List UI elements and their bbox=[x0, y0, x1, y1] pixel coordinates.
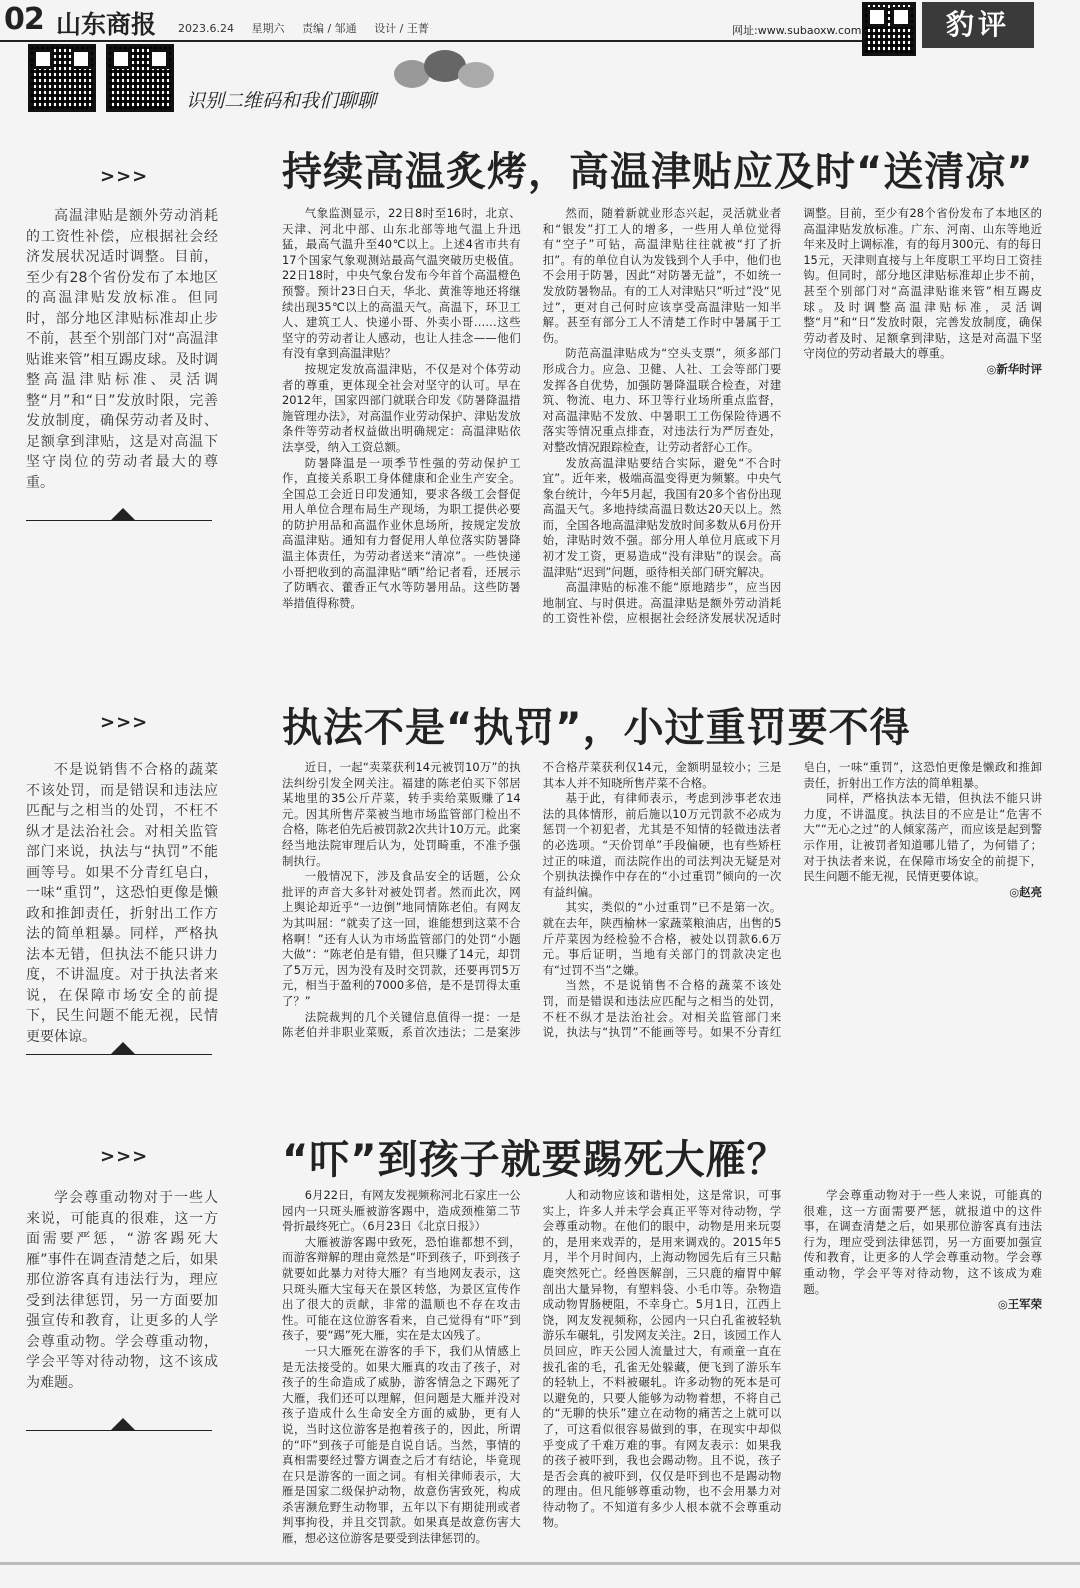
designer-credit: 设计 / 王菁 bbox=[374, 22, 429, 35]
section-badge: 豹评 bbox=[922, 2, 1034, 48]
paragraph: 6月22日，有网友发视频称河北石家庄一公园内一只斑头雁被游客踢中，造成颈椎第二节骨折最终死亡。（6月23日《北京日报》） bbox=[282, 1188, 521, 1234]
paragraph: 高温津贴的标准不能“原地踏步”，应当因地制宜、与时俱进。高温津贴是额外劳动消耗的工资性补偿，应根据社会经济发展状况适时调整。目前，至少有28个省份发布了本地区的高温津贴发放标准。广东、河南、山东等地近年来及时上调标准，有的每月300元、有的每日15元，天津则直接与上年度职工平均日工资挂钩。但同时，部分地区津贴标准却止步不前，甚至个别部门对“高温津贴谁来管”相互踢皮球。及时调整高温津贴标准，灵活调整“月”和“日”发放时限，完善发放制度，确保劳动者及时、足额拿到津贴，这是对高温下坚守岗位的劳动者最大的尊重。 bbox=[542, 206, 1042, 626]
editor-credit: 责编 / 邹通 bbox=[301, 22, 357, 35]
arrow-icon: >>> bbox=[100, 1146, 149, 1167]
article-headline: “吓”到孩子就要踢死大雁？ bbox=[282, 1137, 788, 1183]
newspaper-name: 山东商报 bbox=[56, 10, 157, 39]
triangle-icon bbox=[111, 508, 135, 520]
paragraph: 人和动物应该和谐相处，这是常识，可事实上，许多人并未学会真正平等对待动物，学会尊重动物。在他们的眼中，动物是用来玩耍的，是用来戏弄的，是用来调戏的。2015年5月，半个月时间内，上海动物园先后有三只黇鹿突然死亡。经兽医解剖，三只鹿的瘤胃中解剖出大量异物，有塑料袋、小毛巾等。杂物造成动物胃肠梗阻，不幸身亡。5月1日，江西上饶，网友发视频称，公园内一只白孔雀被轻轨游乐车碾轧，引发网友关注。2日，该园工作人员回应，昨天公园人流量过大，有顽童一直在拔孔雀的毛，孔雀无处躲藏，便飞到了游乐车的轻轨上，不料被碾轧。许多动物的死本是可以避免的，只要人能够为动物着想，不将自己的“无聊的快乐”建立在动物的痛苦之上就可以了，可这看似很容易做到的事，在现实中却似乎变成了千难万难的事。有网友表示：如果我的孩子被吓到，我也会踢动物。且不说，孩子是否会真的被吓到，仅仅是吓到也不是踢动物的理由。但凡能够尊重动物，也不会用暴力对待动物了。不知道有多少人根本就不会尊重动物。 bbox=[542, 1188, 782, 1530]
paragraph: 一只大雁死在游客的手下，我们从情感上是无法接受的。如果大雁真的攻击了孩子，对孩子的生命造成了威胁，游客情急之下踢死了大雁，我们还可以理解，但问题是大雁并没对孩子造成什么生命安全方面的威胁，更有人说，当时这位游客是抱着孩子的，因此，所谓的“吓”到孩子可能是自说自话。当然，事情的真相需要经过警方调查之后才有结论，毕竟现在只是游客的一面之词。有相关律师表示，大雁是国家二级保护动物，故意伤害致死，构成杀害濒危野生动物罪，五年以下有期徒刑或者判事拘役，并且交罚款。如果真是故意伤害大雁，想必这位游客是要受到法律惩罚的。 bbox=[282, 1343, 521, 1546]
arrow-icon: >>> bbox=[100, 712, 149, 733]
paragraph: 当然，不是说销售不合格的蔬菜不该处罚，而是错误和违法应匹配与之相当的处罚，不枉不纵才是法治社会。对相关监管部门来说，执法与“执罚”不能画等号。如果不分青红皂白，一味“重罚”，这恐怕更像是懒政和推卸责任，折射出工作方法的简单粗暴。 bbox=[542, 760, 1042, 1040]
article-byline: ◎王军荣 bbox=[997, 1297, 1042, 1312]
paragraph: 气象监测显示，22日8时至16时，北京、天津、河北中部、山东北部等地气温上升迅猛，最高气温升至40℃以上。上述4省市共有17个国家气象观测站最高气温突破历史极值。22日18时，中央气象台发布今年首个高温橙色预警。预计23日白天，华北、黄淮等地还将继续出现35℃以上的高温天气。高温下，环卫工人、建筑工人、快递小哥、外卖小哥……这些坚守的劳动者让人感动，也让人挂念——他们有没有拿到高温津贴？ bbox=[282, 206, 521, 361]
arrow-icon: >>> bbox=[100, 166, 149, 187]
article-summary: 高温津贴是额外劳动消耗的工资性补偿，应根据社会经济发展状况适时调整。目前，至少有28个省份发布了本地区的高温津贴发放标准。但同时，部分地区津贴标准却止步不前，甚至个别部门对“高温津贴谁来管”相互踢皮球。及时调整高温津贴标准、灵活调整“月”和“日”发放时限，完善发放制度，确保劳动者及时、足额拿到津贴，这是对高温下坚守岗位的劳动者最大的尊重。 bbox=[26, 208, 218, 491]
paragraph: 基于此，有律师表示，考虑到涉事老农违法的具体情形，前后施以10万元罚款不必成为惩罚一个初犯者，尤其是不知情的轻微违法者的必选项。“天价罚单”手段偏硬，也有些矫枉过正的味道，而法院作出的司法判决无疑是对个别执法操作中存在的“小过重罚”倾向的一次有益纠偏。 bbox=[542, 791, 782, 899]
article-body bbox=[282, 206, 1042, 628]
paragraph: 同样，严格执法本无错，但执法不能只讲力度，不讲温度。执法目的不应是让“危害不大”“无心之过”的人倾家荡产，而应该是起到警示作用，让被罚者知道哪儿错了，为何错了；对于执法者来说，在保障市场安全的前提下，民生问题不能无视，民情更要体谅。 bbox=[803, 791, 1042, 884]
article-body bbox=[282, 1188, 1042, 1548]
paragraph: 防范高温津贴成为“空头支票”，须多部门形成合力。应急、卫健、人社、工会等部门要发挥各自优势，加强防暑降温联合检查，对建筑、物流、电力、环卫等行业场所重点监督，对高温津贴不发放、中暑职工工伤保险待遇不落实等情况重点排查，对违法行为严厉查处，对整改情况跟踪检查，让劳动者舒心工作。 bbox=[542, 346, 782, 454]
article-byline: ◎新华时评 bbox=[986, 361, 1042, 376]
article-summary: 学会尊重动物对于一些人来说，可能真的很难，这一方面需要严惩，“游客踢死大雁”事件在调查清楚之后，如果那位游客真有违法行为，理应受到法律惩罚，另一方面要加强宣传和教育，让更多的人学会尊重动物。学会尊重动物，学会平等对待动物，这不该成为难题。 bbox=[26, 1190, 218, 1391]
qr-code-icon[interactable] bbox=[106, 44, 174, 112]
website-url[interactable]: 网址:www.subaoxw.com bbox=[732, 24, 862, 37]
article-headline: 持续高温炙烤，高温津贴应及时“送清凉” bbox=[282, 149, 1034, 195]
qr-caption: 识别二维码和我们聊聊 bbox=[186, 90, 377, 112]
issue-meta bbox=[178, 20, 443, 36]
paragraph: 学会尊重动物对于一些人来说，可能真的很难，这一方面需要严惩，就报道中的这件事，在调查清楚之后，如果那位游客真有违法行为，理应受到法律惩罚，另一方面要加强宣传和教育，让更多的人学会尊重动物。学会尊重动物，学会平等对待动物，这不该成为难题。 bbox=[803, 1188, 1042, 1296]
masthead-rule bbox=[0, 40, 862, 42]
triangle-icon bbox=[111, 1418, 135, 1430]
page-number: 02 bbox=[4, 2, 44, 37]
issue-date: 2023.6.24 bbox=[178, 22, 234, 35]
paragraph: 近日，一起“卖菜获利14元被罚10万”的执法纠纷引发全网关注。福建的陈老伯买下邻居某地里的35公斤芹菜，转手卖给菜贩赚了14元。因其所售芹菜被当地市场监管部门检出不合格，陈老伯先后被罚款2次共计10万元。此案经当地法院审理后认为，处罚畸重，不准予强制执行。 bbox=[282, 760, 521, 868]
paragraph: 然而，随着新就业形态兴起，灵活就业者和“银发”打工人的增多，一些用人单位觉得有“空子”可钻，高温津贴往往就被“打了折扣”。有的单位自认为发钱到个人手中，他们也不会用于防暑，因此“对防暑无益”，不如统一发放防暑物品。有的工人对津贴只“听过”没“见过”，更对自己何时应该享受高温津贴一知半解。甚至有部分工人不清楚工作时中暑属于工伤。 bbox=[542, 206, 782, 345]
article-byline: ◎赵亮 bbox=[1009, 884, 1042, 899]
article-summary: 不是说销售不合格的蔬菜不该处罚，而是错误和违法应匹配与之相当的处罚，不枉不纵才是法治社会。对相关监管部门来说，执法与“执罚”不能画等号。如果不分青红皂白，一味“重罚”，这恐怕更像是懒政和推卸责任，折射出工作方法的简单粗暴。同样，严格执法本无错，但执法不能只讲力度，不讲温度。对于执法者来说，在保障市场安全的前提下，民生问题不能无视，民情更要体谅。 bbox=[26, 762, 218, 1045]
triangle-icon bbox=[111, 1042, 135, 1054]
divider bbox=[26, 520, 212, 521]
speech-bubble-icon bbox=[458, 62, 494, 88]
divider bbox=[26, 1430, 212, 1431]
paragraph: 法院裁判的几个关键信息值得一提：一是陈老伯并非职业菜贩，系首次违法；二是案涉不合格芹菜获利仅14元，金额明显较小；三是其本人并不知晓所售芹菜不合格。 bbox=[282, 760, 782, 1040]
paragraph: 一般情况下，涉及食品安全的话题，公众批评的声音大多针对被处罚者。然而此次，网上舆论却近乎“一边倒”地同情陈老伯。有网友为其叫屈：“就卖了这一回，谁能想到这菜不合格啊！”还有人认为市场监管部门的处罚“小题大做”：“陈老伯是有错，但只赚了14元，却罚了5万元，因为没有及时交罚款，还要再罚5万元，相当于盈利的7000多倍，是不是罚得太重了？” bbox=[282, 869, 521, 1008]
paragraph: 按规定发放高温津贴，不仅是对个体劳动者的尊重，更体现全社会对坚守的认可。早在2012年，国家四部门就联合印发《防暑降温措施管理办法》，对高温作业劳动保护、津贴发放条件等劳动者权益做出明确规定：高温津贴依法享受，纳入工资总额。 bbox=[282, 361, 521, 454]
issue-weekday: 星期六 bbox=[251, 22, 285, 35]
article-body bbox=[282, 760, 1042, 1060]
paragraph: 防暑降温是一项季节性强的劳动保护工作，直接关系职工身体健康和企业生产安全。全国总工会近日印发通知，要求各级工会督促用人单位合理布局生产现场，为职工提供必要的防护用品和高温作业休息场所，按规定发放高温津贴。通知有力督促用人单位落实防暑降温主体责任，为劳动者送来“清凉”。一些快递小哥把收到的高温津贴“晒”给记者看，还展示了防晒衣、藿香正气水等防暑用品。这些防暑举措值得称赞。 bbox=[282, 455, 521, 610]
masthead bbox=[0, 0, 1080, 46]
page-bottom-rule bbox=[0, 1562, 1080, 1565]
paragraph: 发放高温津贴要结合实际，避免“不合时宜”。近年来，极端高温变得更为频繁。中央气象台统计，今年5月起，我国有20多个省份出现高温天气。多地持续高温日数达20天以上。然而，全国各地高温津贴发放时间多数从6月份开始，津贴时效不强。部分用人单位月底或下月初才发工资，更易造成“没有津贴”的误会。高温津贴“迟到”问题，亟待相关部门研究解决。 bbox=[542, 455, 782, 579]
article-headline: 执法不是“执罚”，小过重罚要不得 bbox=[282, 705, 911, 751]
divider bbox=[26, 1054, 212, 1055]
qr-code-icon[interactable] bbox=[862, 2, 916, 56]
qr-code-icon[interactable] bbox=[28, 44, 96, 112]
paragraph: 大雁被游客踢中致死，恐怕谁都想不到，而游客辩解的理由竟然是“吓到孩子，吓到孩子就要如此暴力对待大雁？有当地网友表示，这只斑头雁大宝每天在景区转悠，为景区宣传作出了很大的贡献，非常的温顺也不存在攻击性。可能在这位游客看来，自己觉得有“吓”到孩子，要“踢”死大雁，实在是太凶残了。 bbox=[282, 1234, 521, 1343]
paragraph: 其实，类似的“小过重罚”已不是第一次。就在去年，陕西榆林一家蔬菜粮油店，出售的5斤芹菜因为经检验不合格，被处以罚款6.6万元。事后证明，当地有关部门的罚款决定也有“过罚不当”之嫌。 bbox=[542, 900, 782, 977]
